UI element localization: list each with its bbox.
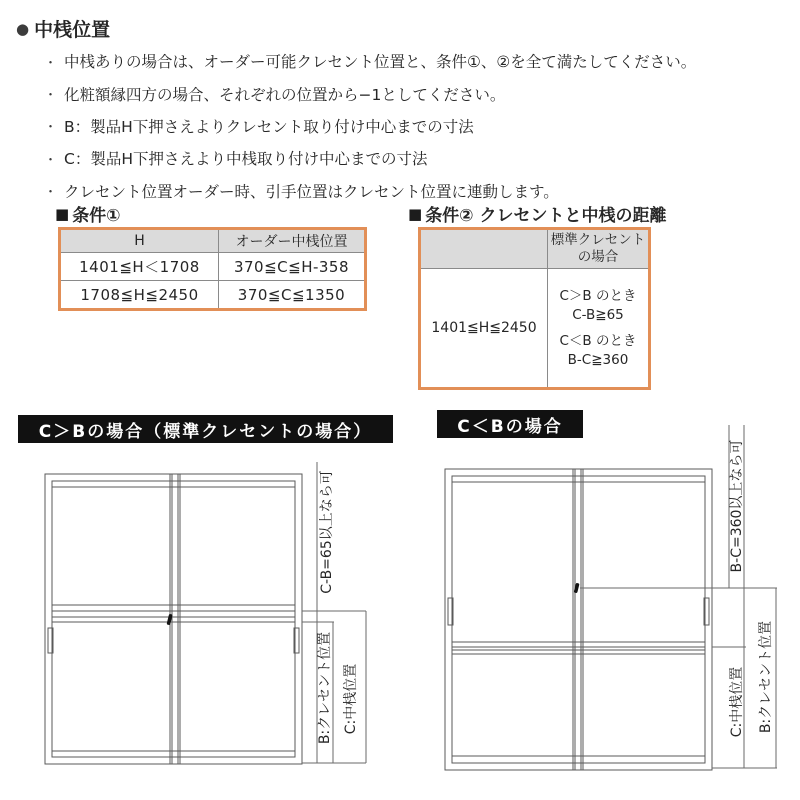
right-dim-gap-label: B-C=360以上なら可 xyxy=(729,439,745,573)
condition1-heading xyxy=(55,201,121,226)
list-bullet-icon: ・ xyxy=(44,88,58,104)
case-condition: C＞B のとき xyxy=(559,287,637,304)
left-dim-gap-label: C-B=65以上なら可 xyxy=(319,470,335,594)
case-formula: C-B≧65 xyxy=(572,306,624,323)
column-header: H xyxy=(60,229,219,253)
note-item xyxy=(44,45,696,77)
right-window-drawing xyxy=(445,469,712,770)
table-header-row xyxy=(420,229,650,269)
table-cell: 1401≦H＜1708 xyxy=(60,253,219,281)
case-group xyxy=(548,332,648,370)
list-bullet-icon: ・ xyxy=(44,120,58,136)
header-line: 標準クレセント xyxy=(550,232,646,248)
table-cell: 370≦C≦1350 xyxy=(219,281,366,310)
left-window-drawing xyxy=(45,474,302,764)
table-row xyxy=(60,281,366,310)
condition1-table xyxy=(58,227,367,311)
note-item xyxy=(44,110,696,142)
figure-left-caption: C＞Bの場合（標準クレセントの場合） xyxy=(18,415,393,443)
condition2-title: 条件② クレセントと中桟の距離 xyxy=(425,206,667,226)
row-label-cell: 1401≦H≦2450 xyxy=(420,269,548,389)
list-bullet-icon: ・ xyxy=(44,152,58,168)
note-item xyxy=(44,142,696,174)
table-row xyxy=(420,269,650,389)
table-header-row xyxy=(60,229,366,253)
condition1-title: 条件① xyxy=(72,206,121,226)
case-group xyxy=(548,287,648,325)
page-title-text: 中桟位置 xyxy=(34,19,111,41)
list-bullet-icon: ・ xyxy=(44,55,58,71)
page-title xyxy=(16,15,110,42)
table-cell: 1708≦H≦2450 xyxy=(60,281,219,310)
window-inner-frame xyxy=(52,481,295,757)
note-text: C：製品H下押さえより中桟取り付け中心までの寸法 xyxy=(64,150,428,169)
header-line: の場合 xyxy=(577,249,619,265)
section-bullet-icon: ● xyxy=(16,19,30,38)
figure-right-caption: C＜Bの場合 xyxy=(437,410,583,438)
table-row xyxy=(60,253,366,281)
note-text: B：製品H下押さえよりクレセント取り付け中心までの寸法 xyxy=(64,117,474,136)
cases-cell xyxy=(548,269,650,389)
right-dim-crescent-label: B:クレセント位置 xyxy=(758,620,774,734)
column-header: オーダー中桟位置 xyxy=(219,229,366,253)
case-formula: B-C≧360 xyxy=(567,351,629,368)
note-item xyxy=(44,77,696,109)
right-dim-rail-label: C:中桟位置 xyxy=(729,666,745,738)
list-bullet-icon: ・ xyxy=(44,185,58,201)
table-cell: 370≦C≦H-358 xyxy=(219,253,366,281)
note-text: 中桟ありの場合は、オーダー可能クレセント位置と、条件①、②を全て満たしてください。 xyxy=(64,53,697,72)
notes-list xyxy=(44,45,696,207)
window-outer-frame xyxy=(45,474,302,764)
condition2-table xyxy=(418,227,651,390)
column-header xyxy=(548,229,650,269)
window-drawings xyxy=(0,400,800,800)
window-outer-frame xyxy=(445,469,712,770)
condition2-heading xyxy=(408,201,667,226)
case-condition: C＜B のとき xyxy=(559,332,637,349)
window-inner-frame xyxy=(452,476,705,763)
note-text: クレセント位置オーダー時、引手位置はクレセント位置に連動します。 xyxy=(64,182,559,201)
left-dim-crescent-label: B:クレセント位置 xyxy=(317,631,333,745)
left-dim-rail-label: C:中桟位置 xyxy=(343,663,359,735)
corner-header-cell xyxy=(420,229,548,269)
note-text: 化粧額縁四方の場合、それぞれの位置から−1としてください。 xyxy=(64,85,506,104)
square-marker-icon: ■ xyxy=(408,204,423,223)
square-marker-icon: ■ xyxy=(55,204,70,223)
